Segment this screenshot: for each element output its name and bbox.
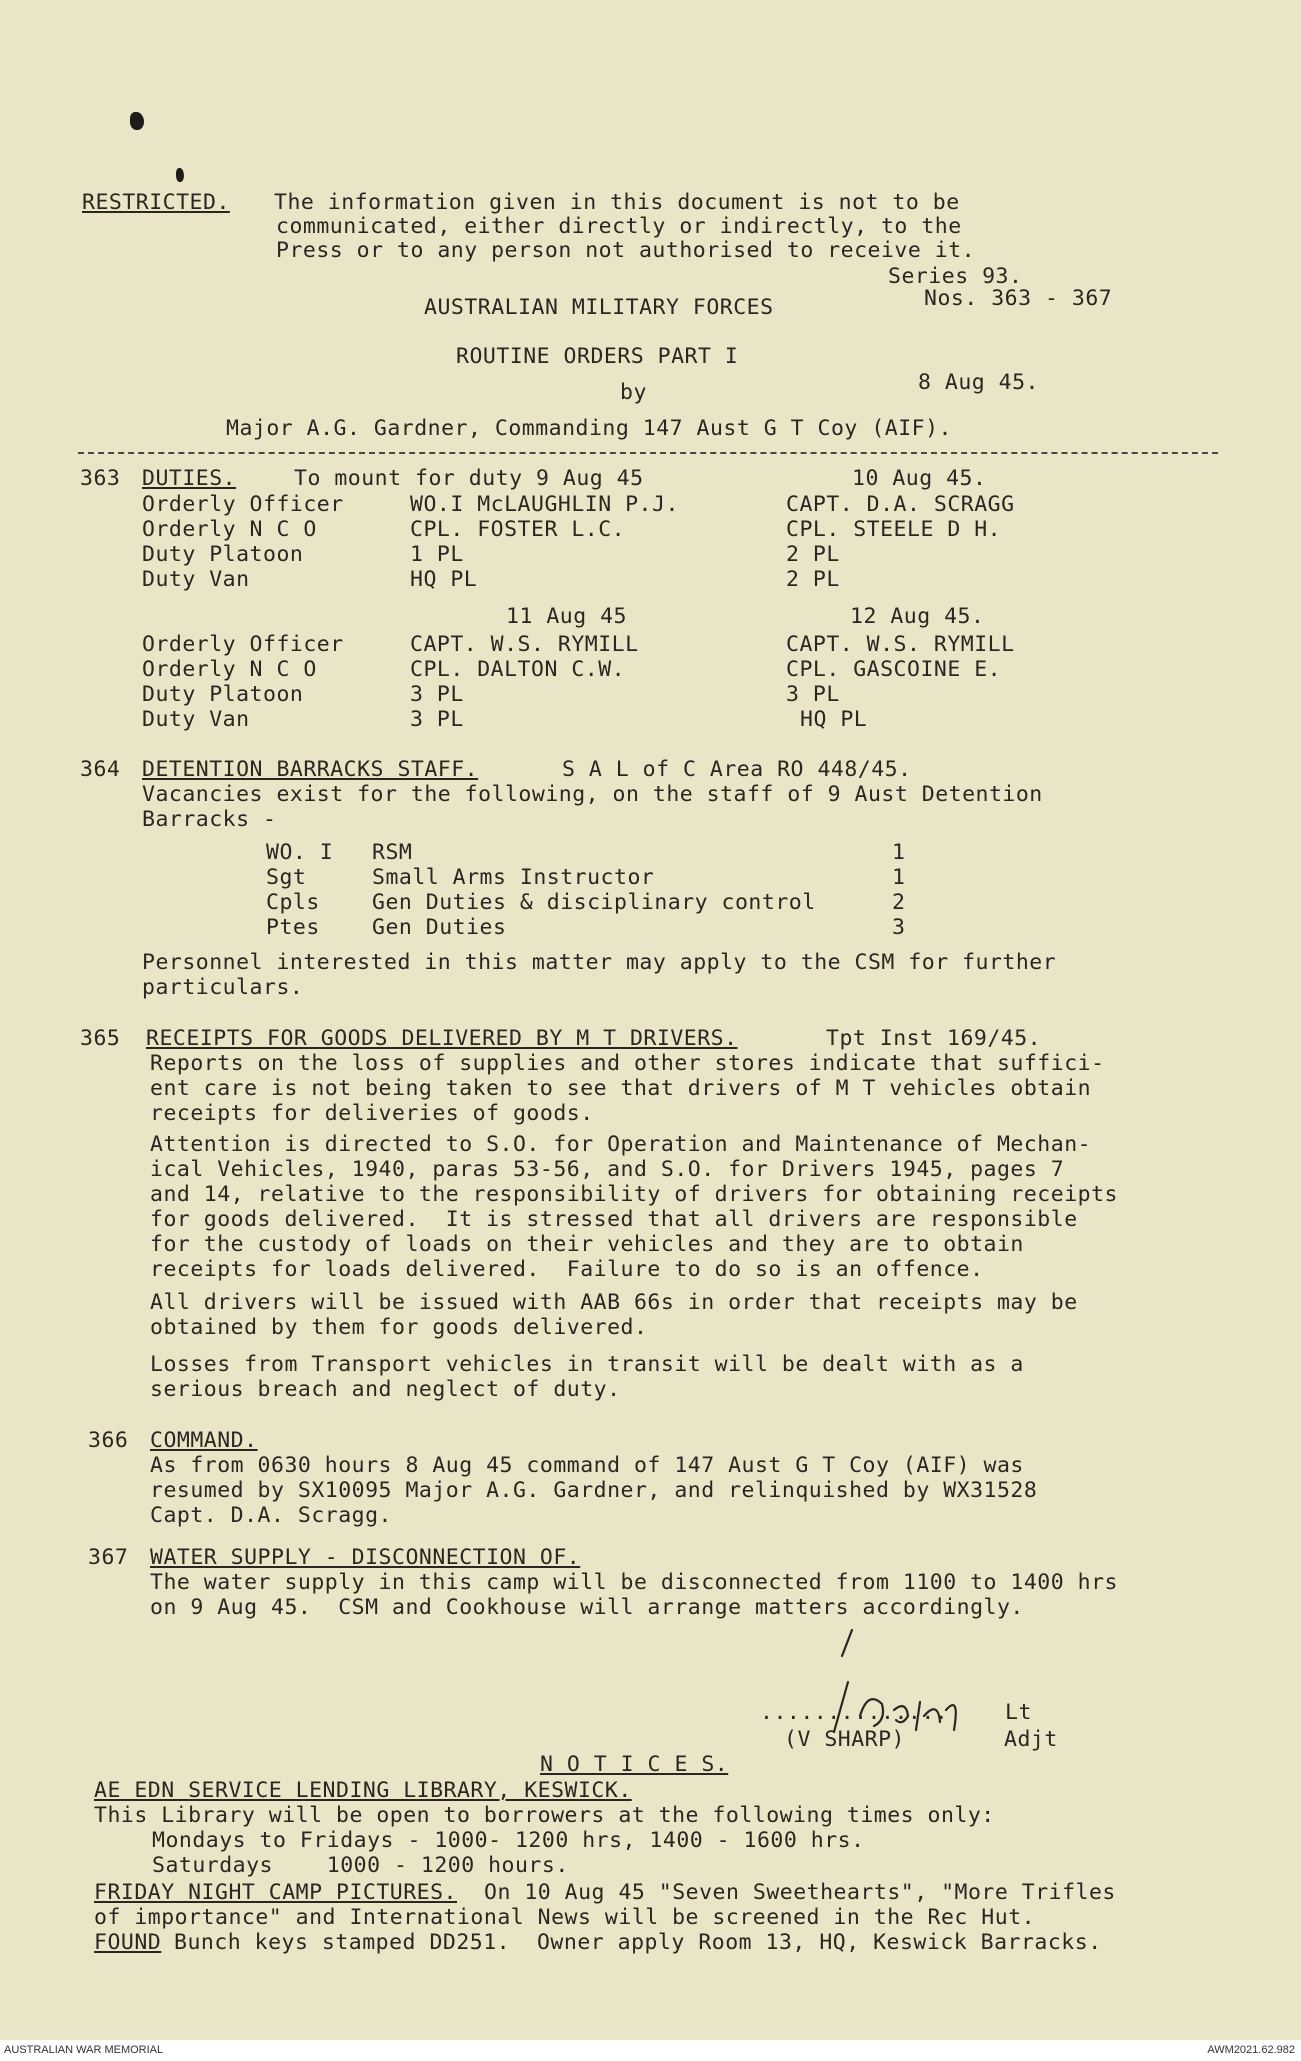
duty-role: Orderly N C O: [142, 517, 317, 542]
duty-assignee: 3 PL: [410, 707, 464, 732]
vacancy-count: 1: [892, 840, 906, 865]
footer-bar: [0, 2040, 1301, 2061]
duties-date: 11 Aug 45: [506, 604, 627, 629]
restricted-line: The information given in this document is not to be: [274, 190, 960, 215]
duty-role: Duty Platoon: [142, 542, 304, 567]
vacancy-rank: Cpls: [266, 890, 320, 915]
section-reference: S A L of C Area RO 448/45.: [562, 757, 912, 782]
restricted-line: communicated, either directly or indirectly, to the: [276, 214, 962, 239]
paragraph-line: ical Vehicles, 1940, paras 53-56, and S.O. for Drivers 1945, pages 7: [150, 1157, 1065, 1182]
duty-assignee: CPL. GASCOINE E.: [786, 657, 1002, 682]
library-times: Saturdays 1000 - 1200 hours.: [152, 1853, 569, 1878]
restricted-label: RESTRICTED.: [82, 190, 230, 215]
vacancy-count: 2: [892, 890, 906, 915]
vacancy-role: Small Arms Instructor: [372, 865, 655, 890]
library-times: Mondays to Fridays - 1000- 1200 hrs, 1400 - 1600 hrs.: [152, 1828, 865, 1853]
paragraph-line: On 10 Aug 45 "Seven Sweethearts", "More Trifles: [484, 1880, 1116, 1905]
notice-heading: AE EDN SERVICE LENDING LIBRARY, KESWICK.: [94, 1778, 632, 1803]
duty-assignee: CPL. FOSTER L.C.: [410, 517, 626, 542]
paragraph-line: All drivers will be issued with AAB 66s in order that receipts may be: [150, 1290, 1078, 1315]
paragraph-line: Personnel interested in this matter may apply to the CSM for further: [142, 950, 1057, 975]
force-title: AUSTRALIAN MILITARY FORCES: [424, 295, 774, 320]
section-heading: DUTIES.: [142, 466, 237, 491]
duty-assignee: 2 PL: [786, 567, 840, 592]
paragraph-line: Capt. D.A. Scragg.: [150, 1503, 392, 1528]
vacancy-role: Gen Duties: [372, 915, 507, 940]
paragraph-line: Vacancies exist for the following, on the staff of 9 Aust Detention: [142, 782, 1043, 807]
duty-assignee: HQ PL: [410, 567, 478, 592]
section-number: 367: [88, 1545, 129, 1570]
divider: [78, 452, 1218, 454]
signature-dots: ..............: [760, 1700, 949, 1725]
section-heading: DETENTION BARRACKS STAFF.: [142, 757, 479, 782]
duty-assignee: WO.I McLAUGHLIN P.J.: [410, 492, 679, 517]
duty-role: Orderly Officer: [142, 492, 344, 517]
vacancy-count: 3: [892, 915, 906, 940]
section-reference: Tpt Inst 169/45.: [826, 1026, 1042, 1051]
paragraph-line: particulars.: [142, 975, 304, 1000]
paragraph-line: for the custody of loads on their vehicles and they are to obtain: [150, 1232, 1024, 1257]
footer-source: AUSTRALIAN WAR MEMORIAL: [4, 2044, 164, 2056]
paragraph-line: Attention is directed to S.O. for Operation and Maintenance of Mechan-: [150, 1132, 1092, 1157]
section-heading: WATER SUPPLY - DISCONNECTION OF.: [150, 1545, 581, 1570]
restricted-line: Press or to any person not authorised to receive it.: [276, 238, 976, 263]
duties-intro: To mount for duty 9 Aug 45: [294, 466, 644, 491]
ink-spot: [130, 112, 144, 130]
paragraph-line: obtained by them for goods delivered.: [150, 1315, 648, 1340]
document-title: ROUTINE ORDERS PART I: [456, 344, 739, 369]
paragraph-line: resumed by SX10095 Major A.G. Gardner, and relinquished by WX31528: [150, 1478, 1038, 1503]
section-number: 365: [80, 1026, 121, 1051]
by-line: by: [620, 380, 647, 405]
paragraph-line: and 14, relative to the responsibility of drivers for obtaining receipts: [150, 1182, 1118, 1207]
signatory-role: Adjt: [1004, 1727, 1058, 1752]
notice-heading: FRIDAY NIGHT CAMP PICTURES.: [94, 1880, 457, 1905]
duty-assignee: 2 PL: [786, 542, 840, 567]
paragraph-line: Reports on the loss of supplies and other stores indicate that suffici-: [150, 1051, 1105, 1076]
section-heading: COMMAND.: [150, 1428, 258, 1453]
duties-date: 10 Aug 45.: [852, 466, 987, 491]
vacancy-rank: WO. I: [266, 840, 334, 865]
duty-role: Duty Van: [142, 567, 250, 592]
vacancy-role: RSM: [372, 840, 413, 865]
duty-assignee: CPL. DALTON C.W.: [410, 657, 626, 682]
signatory-rank: Lt: [1005, 1700, 1032, 1725]
paragraph-line: Losses from Transport vehicles in transit will be dealt with as a: [150, 1352, 1024, 1377]
order-date: 8 Aug 45.: [918, 370, 1039, 395]
section-number: 366: [88, 1428, 129, 1453]
paragraph-line: of importance" and International News will be screened in the Rec Hut.: [94, 1905, 1036, 1930]
section-number: 363: [80, 466, 121, 491]
duty-role: Duty Van: [142, 707, 250, 732]
paragraph-line: serious breach and neglect of duty.: [150, 1377, 621, 1402]
paragraph-line: for goods delivered. It is stressed that all drivers are responsible: [150, 1207, 1078, 1232]
duty-assignee: CPL. STEELE D H.: [786, 517, 1002, 542]
duties-date: 12 Aug 45.: [850, 604, 985, 629]
ink-spot: [176, 168, 184, 182]
vacancy-rank: Sgt: [266, 865, 307, 890]
footer-accession: AWM2021.62.982: [1207, 2044, 1295, 2056]
vacancy-rank: Ptes: [266, 915, 320, 940]
signatory-name: (V SHARP): [784, 1727, 905, 1752]
notices-heading: N O T I C E S.: [540, 1752, 729, 1777]
order-numbers: Nos. 363 - 367: [924, 286, 1113, 311]
duty-assignee: CAPT. W.S. RYMILL: [410, 632, 639, 657]
duty-role: Orderly Officer: [142, 632, 344, 657]
duty-assignee: HQ PL: [800, 707, 868, 732]
duty-role: Duty Platoon: [142, 682, 304, 707]
duty-role: Orderly N C O: [142, 657, 317, 682]
paragraph-line: receipts for loads delivered. Failure to do so is an offence.: [150, 1257, 984, 1282]
paragraph-line: ent care is not being taken to see that drivers of M T vehicles obtain: [150, 1076, 1092, 1101]
duty-assignee: 3 PL: [410, 682, 464, 707]
paragraph-line: The water supply in this camp will be disconnected from 1100 to 1400 hrs: [150, 1570, 1118, 1595]
paragraph-line: on 9 Aug 45. CSM and Cookhouse will arrange matters accordingly.: [150, 1595, 1024, 1620]
paragraph-line: As from 0630 hours 8 Aug 45 command of 147 Aust G T Coy (AIF) was: [150, 1453, 1024, 1478]
notice-heading: FOUND: [94, 1930, 162, 1955]
section-number: 364: [80, 757, 121, 782]
duty-assignee: CAPT. W.S. RYMILL: [786, 632, 1015, 657]
section-heading: RECEIPTS FOR GOODS DELIVERED BY M T DRIVERS.: [146, 1026, 738, 1051]
series-number: Series 93.: [888, 264, 1023, 289]
duty-assignee: CAPT. D.A. SCRAGG: [786, 492, 1015, 517]
paragraph-line: receipts for deliveries of goods.: [150, 1101, 594, 1126]
vacancy-role: Gen Duties & disciplinary control: [372, 890, 816, 915]
paragraph-line: Barracks -: [142, 807, 277, 832]
paragraph-line: Bunch keys stamped DD251. Owner apply Room 13, HQ, Keswick Barracks.: [174, 1930, 1102, 1955]
vacancy-count: 1: [892, 865, 906, 890]
duty-assignee: 1 PL: [410, 542, 464, 567]
duty-assignee: 3 PL: [786, 682, 840, 707]
commander-line: Major A.G. Gardner, Commanding 147 Aust G T Coy (AIF).: [226, 416, 952, 441]
paragraph-line: This Library will be open to borrowers at the following times only:: [94, 1803, 995, 1828]
